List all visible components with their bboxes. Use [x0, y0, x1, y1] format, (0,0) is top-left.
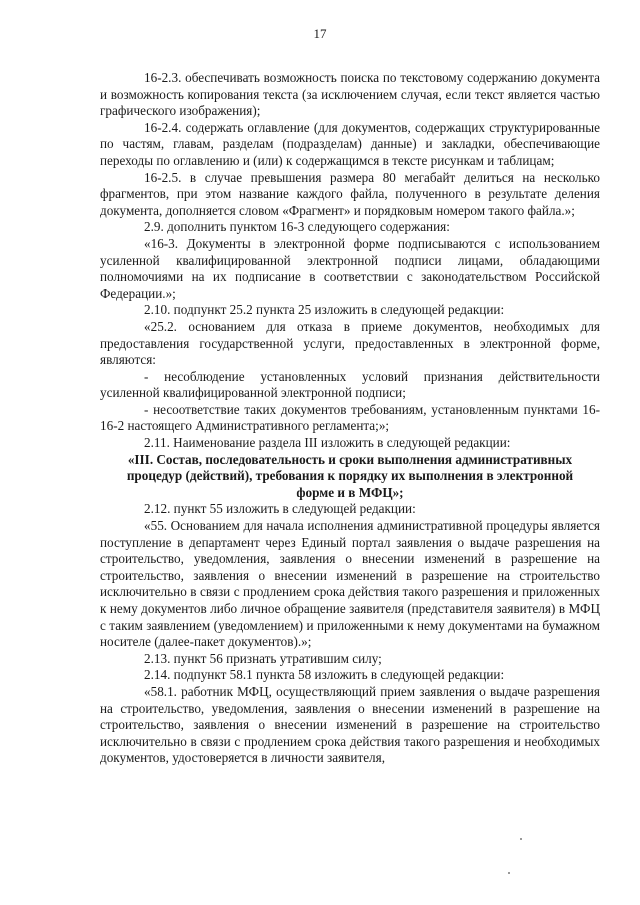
paragraph-2-11: 2.11. Наименование раздела III изложить в следующей редакции:	[144, 435, 511, 451]
list-item-requirements: - несоответствие таких документов требованиям, установленным пунктами 16-16-2 настоящего Административного регламента;»;	[100, 401, 600, 434]
page-number: 17	[313, 26, 327, 41]
paragraph-2-14: 2.14. подпункт 58.1 пункта 58 изложить в следующей редакции:	[144, 667, 505, 683]
paragraph-16-2-3: 16-2.3. обеспечивать возможность поиска по текстовому содержанию документа и возможность копирования текста (за исключением случая, если текст является частью графического изображения);	[100, 70, 600, 119]
section-heading-iii: «III. Состав, последовательность и сроки выполнения административных процедур (действий), требования к порядку их выполнения в электронной форме и в МФЦ»;	[126, 451, 574, 500]
scan-speck	[520, 838, 522, 840]
paragraph-58-1: «58.1. работник МФЦ, осуществляющий прием заявления о выдаче разрешения на строительство, уведомления, заявления о внесении изменений в разрешение на строительство, заявления о внесении изменений в разрешение на строительство исключительно в связи с продлением срока действия такого разрешения и необходимых документов, удостоверяется в личности заявителя,	[100, 683, 600, 766]
paragraph-55: «55. Основанием для начала исполнения административной процедуры является поступление в департамент через Единый портал заявления о выдаче разрешения на строительство, уведомления, заявления о внесении изменений в разрешение на строительство, заявления о внесении изменений в разрешение на строительство исключительно в связи с продлением срока действия такого разрешения и приложенных к нему документов либо личное обращение заявителя (представителя заявителя) в МФЦ с таким заявлением (уведомлением) и приложенными к нему документами на бумажном носителе (далее-пакет документов).»;	[100, 518, 600, 650]
paragraph-16-2-5: 16-2.5. в случае превышения размера 80 мегабайт делиться на несколько фрагментов, при этом название каждого файла, полученного в результате деления документа, дополняется словом «Фрагмент» и порядковым номером такого файла.»;	[100, 169, 600, 218]
paragraph-2-12: 2.12. пункт 55 изложить в следующей редакции:	[144, 501, 416, 517]
scan-speck	[508, 872, 510, 874]
paragraph-2-10: 2.10. подпункт 25.2 пункта 25 изложить в следующей редакции:	[144, 302, 505, 318]
document-body	[100, 70, 600, 767]
paragraph-25-2: «25.2. основанием для отказа в приеме документов, необходимых для предоставления государственной услуги, предоставленных в электронной форме, являются:	[100, 318, 600, 368]
list-item-signature: - несоблюдение установленных условий признания действительности усиленной квалифицированной электронной подписи;	[100, 368, 600, 401]
paragraph-2-13: 2.13. пункт 56 признать утратившим силу;	[144, 650, 382, 666]
paragraph-16-2-4: 16-2.4. содержать оглавление (для документов, содержащих структурированные по частям, главам, разделам (подразделам) данные) и закладки, обеспечивающие переходы по оглавлению и (или) к содержащимся в тексте рисункам и таблицам;	[100, 119, 600, 168]
paragraph-16-3: «16-3. Документы в электронной форме подписываются с использованием усиленной квалифицированной электронной подписи лицами, обладающими полномочиями на их подписание в соответствии с законодательством Российской Федерации.»;	[100, 235, 600, 301]
paragraph-2-9: 2.9. дополнить пунктом 16-3 следующего содержания:	[144, 219, 450, 235]
